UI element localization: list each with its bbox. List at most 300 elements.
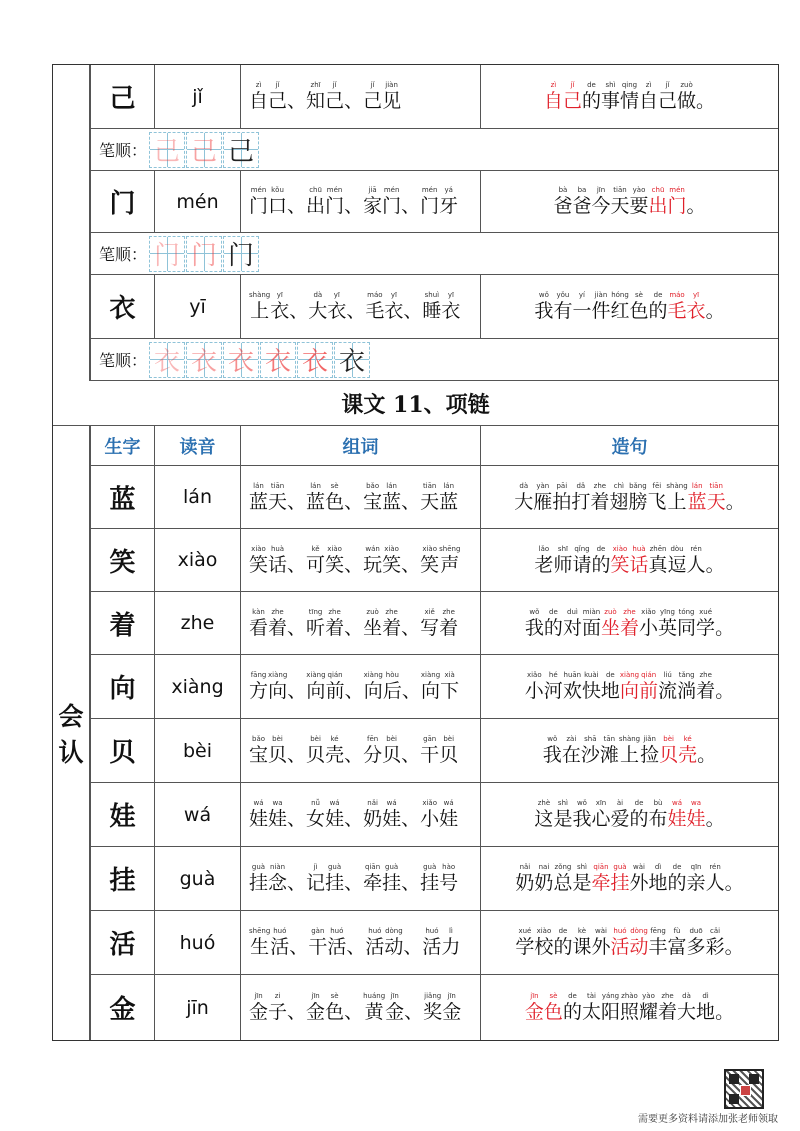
- pinyin-annotation: zhī: [310, 81, 321, 89]
- hanzi: 活: [270, 936, 290, 958]
- separator: [403, 927, 422, 958]
- pinyin-annotation: qiān: [365, 863, 381, 871]
- hanzi: 蓝: [249, 490, 269, 513]
- hanzi: 、: [401, 490, 421, 513]
- words-cell: [240, 65, 480, 128]
- pinyin-annotation: sè: [549, 992, 558, 1000]
- hanzi: 牵: [591, 872, 611, 894]
- ruby-char: [308, 291, 327, 322]
- hanzi: 小: [420, 808, 440, 830]
- hanzi: 蓝: [439, 490, 459, 513]
- pinyin-annotation: wǒ: [529, 607, 540, 616]
- ruby-char: [325, 186, 344, 217]
- header-char: 生字: [90, 426, 154, 465]
- ruby-char: [572, 863, 591, 894]
- table-row: [53, 783, 778, 847]
- pinyin-annotation: yào: [632, 186, 646, 194]
- pinyin-annotation: hóng: [611, 291, 629, 299]
- hanzi: 丰: [648, 936, 668, 958]
- stroke-box: [186, 236, 222, 272]
- pinyin-annotation: shàng: [618, 735, 641, 743]
- ruby-char: [382, 81, 401, 112]
- hanzi: 地: [696, 1001, 716, 1023]
- ruby-char: [325, 799, 344, 830]
- pinyin-annotation: xiàng: [268, 671, 288, 679]
- pinyin-annotation: xiào: [251, 544, 266, 553]
- hanzi: 、: [344, 680, 364, 702]
- hanzi: 、: [287, 553, 307, 576]
- hanzi: 娃: [268, 808, 288, 830]
- hanzi: 牙: [439, 195, 459, 217]
- pinyin-annotation: kàn: [252, 607, 265, 616]
- ruby-char: [715, 671, 734, 702]
- header-pinyin: 读音: [154, 426, 240, 465]
- word-list: [249, 863, 458, 894]
- ruby-char: [365, 291, 384, 322]
- ruby-char: [658, 608, 677, 639]
- pinyin-annotation: yī: [276, 291, 283, 299]
- char-cell: 娃: [90, 783, 154, 846]
- ruby-char: [601, 671, 620, 702]
- pinyin-annotation: kǒu: [271, 186, 284, 194]
- hanzi: 话: [629, 553, 649, 576]
- stroke-box: [223, 132, 259, 168]
- pinyin-annotation: huó: [613, 927, 627, 935]
- ruby-char: [325, 545, 344, 576]
- char-cell: 衣: [90, 275, 154, 338]
- ruby-char: [687, 291, 706, 322]
- side-label-vertical: [53, 426, 90, 1040]
- ruby-char: [677, 671, 696, 702]
- ruby-char: [715, 992, 734, 1023]
- ruby-char: [249, 81, 268, 112]
- pinyin-annotation: shī: [557, 544, 568, 553]
- hanzi: 向: [363, 680, 383, 702]
- word-list: [249, 291, 460, 322]
- pinyin-annotation: de: [549, 607, 558, 616]
- ruby-char: [534, 863, 553, 894]
- hanzi: 爸: [553, 195, 573, 217]
- char-cell: 蓝: [90, 466, 154, 528]
- hanzi: 总: [553, 872, 573, 894]
- example-sentence: [553, 186, 705, 217]
- pinyin-annotation: mén: [250, 186, 267, 194]
- hanzi: 己: [325, 90, 345, 112]
- ruby-char: [553, 291, 572, 322]
- pinyin-annotation: zài: [566, 735, 577, 743]
- pinyin-annotation: lì: [448, 927, 453, 935]
- ruby-char: [706, 545, 725, 576]
- pinyin-annotation: zuò: [680, 81, 693, 89]
- pinyin-annotation: wá: [443, 799, 454, 807]
- ruby-char: [601, 81, 620, 112]
- pinyin-annotation: de: [596, 544, 606, 553]
- pinyin-annotation: qǐng: [574, 544, 590, 553]
- ruby-char: [439, 186, 458, 217]
- ruby-char: [687, 863, 706, 894]
- pinyin-cell: huó: [154, 911, 240, 974]
- ruby-char: [696, 671, 715, 702]
- pinyin-annotation: rén: [690, 544, 702, 553]
- hanzi: 前: [639, 680, 659, 702]
- separator: [344, 863, 363, 894]
- separator: [401, 735, 420, 766]
- separator: [344, 608, 363, 639]
- hanzi: 、: [287, 744, 307, 766]
- hanzi: 耀: [639, 1001, 659, 1023]
- example-sentence: [525, 608, 734, 639]
- pinyin-annotation: yí: [578, 291, 585, 299]
- hanzi: 我: [534, 300, 554, 322]
- stroke-label: 笔顺：: [99, 141, 148, 160]
- hanzi: 娃: [439, 808, 459, 830]
- ruby-char: [639, 81, 658, 112]
- ruby-char: [249, 608, 268, 639]
- hanzi: 的: [629, 808, 649, 830]
- hanzi: 己: [363, 90, 383, 112]
- pinyin-annotation: xiàng: [363, 671, 383, 679]
- pinyin-annotation: yī: [390, 291, 397, 299]
- hanzi: 、: [401, 616, 421, 639]
- pinyin-annotation: hòu: [385, 671, 399, 679]
- hanzi: 门: [325, 195, 345, 217]
- ruby-char: [591, 863, 610, 894]
- qr-logo-icon: [740, 1085, 751, 1096]
- ruby-char: [439, 545, 460, 576]
- hanzi: 、: [287, 490, 307, 513]
- pinyin-annotation: guà: [385, 863, 399, 871]
- stroke-box: [223, 236, 259, 272]
- stroke-step: 衣: [265, 347, 292, 377]
- ruby-char: [327, 291, 346, 322]
- hanzi: 出: [306, 195, 326, 217]
- pinyin-annotation: wǒ: [547, 735, 558, 743]
- ruby-char: [563, 81, 582, 112]
- hanzi: 拍: [552, 490, 572, 513]
- hanzi: 金: [385, 1001, 405, 1023]
- ruby-char: [668, 863, 687, 894]
- hanzi: 、: [287, 195, 307, 217]
- sentence-cell: [480, 975, 778, 1040]
- hanzi: 阳: [600, 1001, 620, 1023]
- hanzi: 动: [629, 936, 649, 958]
- pinyin-annotation: nǎi: [367, 799, 378, 807]
- ruby-char: [325, 992, 344, 1023]
- hanzi: 娃: [686, 808, 706, 830]
- hanzi: 门: [382, 195, 402, 217]
- hanzi: 坐: [363, 616, 383, 639]
- hanzi: 我: [572, 808, 592, 830]
- separator: [344, 545, 363, 576]
- hanzi: 活: [610, 936, 630, 958]
- ruby-char: [572, 291, 591, 322]
- pinyin-annotation: zì: [645, 81, 652, 89]
- ruby-char: [572, 186, 591, 217]
- pinyin-annotation: huà: [632, 544, 646, 553]
- hanzi: 心: [591, 808, 611, 830]
- hanzi: 着: [658, 1001, 678, 1023]
- stroke-box: [149, 342, 185, 378]
- pinyin-annotation: nǎi: [519, 863, 531, 871]
- pinyin-annotation: qiān: [593, 863, 609, 871]
- ruby-char: [610, 545, 629, 576]
- ruby-char: [725, 927, 744, 958]
- hanzi: 挂: [420, 872, 440, 894]
- word-list: [249, 482, 458, 513]
- table-row: [53, 847, 778, 911]
- hanzi: 是: [572, 872, 592, 894]
- ruby-char: [601, 608, 620, 639]
- hanzi: 滩: [599, 744, 619, 766]
- ruby-char: [706, 927, 725, 958]
- pinyin-annotation: jīn: [447, 992, 456, 1000]
- ruby-char: [639, 608, 658, 639]
- hanzi: 睡: [422, 300, 442, 322]
- separator: [403, 291, 422, 322]
- pinyin-annotation: shēng: [249, 927, 271, 935]
- header-sentence: 造句: [480, 426, 778, 465]
- hanzi: 娃: [325, 808, 345, 830]
- hanzi: 、: [403, 936, 423, 958]
- pinyin-annotation: tiān: [270, 481, 285, 490]
- pinyin-annotation: xiàng: [619, 671, 640, 679]
- hanzi: 、: [289, 300, 309, 322]
- ruby-char: [439, 482, 458, 513]
- pinyin-annotation: guà: [613, 863, 627, 871]
- pinyin-annotation: tiān: [709, 481, 723, 490]
- pinyin-annotation: dòng: [630, 927, 648, 935]
- pinyin-cell: bèi: [154, 719, 240, 782]
- word-list: [249, 992, 461, 1023]
- pinyin-annotation: xiào: [612, 544, 628, 553]
- ruby-char: [363, 735, 382, 766]
- separator: [344, 799, 363, 830]
- ruby-char: [249, 291, 270, 322]
- ruby-char: [649, 291, 668, 322]
- pinyin-annotation: yī: [693, 291, 700, 299]
- pinyin-annotation: chū: [309, 186, 322, 194]
- table-row: [53, 171, 778, 233]
- pinyin-annotation: nai: [538, 863, 550, 871]
- hanzi: 人: [705, 872, 725, 894]
- hanzi: 翅: [609, 490, 629, 513]
- stroke-box: [186, 132, 222, 168]
- pinyin-annotation: xiào: [384, 544, 399, 553]
- hanzi: 、: [344, 195, 364, 217]
- pinyin-annotation: bǎo: [252, 735, 266, 743]
- pinyin-annotation: dòu: [670, 544, 684, 553]
- words-cell: [240, 529, 480, 591]
- pinyin-annotation: sè: [330, 992, 339, 1000]
- pinyin-annotation: fāng: [250, 671, 267, 679]
- sentence-cell: [480, 171, 778, 232]
- hanzi: 分: [363, 744, 383, 766]
- ruby-char: [563, 992, 582, 1023]
- ruby-char: [363, 992, 385, 1023]
- pinyin-annotation: wá: [329, 799, 340, 807]
- separator: [287, 863, 306, 894]
- ruby-char: [420, 545, 439, 576]
- ruby-char: [666, 482, 687, 513]
- pinyin-annotation: ài: [616, 799, 624, 807]
- hanzi: 上: [667, 490, 687, 513]
- pinyin-annotation: mén: [669, 186, 685, 194]
- words-cell: [240, 719, 480, 782]
- ruby-char: [687, 545, 706, 576]
- pinyin-cell: yī: [154, 275, 240, 338]
- pinyin-annotation: miàn: [582, 607, 601, 616]
- pinyin-cell: jīn: [154, 975, 240, 1040]
- hanzi: 干: [420, 744, 440, 766]
- pinyin-annotation: yá: [444, 186, 453, 194]
- separator: [344, 735, 363, 766]
- hanzi: 捡: [640, 744, 660, 766]
- hanzi: 有: [553, 300, 573, 322]
- ruby-char: [249, 482, 268, 513]
- ruby-char: [420, 735, 439, 766]
- ruby-char: [268, 992, 287, 1023]
- ruby-char: [308, 927, 327, 958]
- char-cell: 活: [90, 911, 154, 974]
- hanzi: 挂: [325, 872, 345, 894]
- ruby-char: [687, 799, 706, 830]
- ruby-char: [677, 81, 696, 112]
- char-cell: 金: [90, 975, 154, 1040]
- ruby-char: [609, 482, 628, 513]
- ruby-char: [306, 482, 325, 513]
- hanzi: 毛: [667, 300, 687, 322]
- hanzi: 、: [401, 195, 421, 217]
- ruby-char: [668, 927, 687, 958]
- hanzi: 念: [268, 872, 288, 894]
- hanzi: 大: [514, 490, 534, 513]
- pinyin-annotation: yī: [447, 291, 454, 299]
- ruby-char: [420, 799, 439, 830]
- ruby-char: [423, 992, 442, 1023]
- ruby-char: [382, 186, 401, 217]
- ruby-char: [515, 863, 534, 894]
- separator: [401, 545, 420, 576]
- pinyin-annotation: xiào: [327, 544, 342, 553]
- hanzi: 壳: [678, 744, 698, 766]
- hanzi: 、: [346, 936, 366, 958]
- hanzi: 逗: [667, 553, 687, 576]
- table-row: [53, 129, 778, 171]
- pinyin-annotation: shā: [584, 735, 597, 743]
- pinyin-annotation: bèi: [386, 735, 397, 743]
- ruby-char: [363, 863, 382, 894]
- pinyin-cell: xiàng: [154, 655, 240, 718]
- hanzi: 。: [686, 195, 706, 217]
- pinyin-annotation: sè: [635, 291, 643, 299]
- ruby-char: [639, 992, 658, 1023]
- hanzi: 人: [686, 553, 706, 576]
- hanzi: 、: [344, 872, 364, 894]
- ruby-char: [249, 799, 268, 830]
- pinyin-annotation: shàng: [666, 481, 688, 490]
- hanzi: 、: [401, 744, 421, 766]
- sentence-cell: [480, 783, 778, 846]
- ruby-char: [688, 482, 707, 513]
- pinyin-annotation: jīn: [530, 992, 539, 1000]
- ruby-char: [647, 482, 666, 513]
- pinyin-annotation: qián: [327, 671, 343, 679]
- ruby-char: [706, 863, 725, 894]
- hanzi: 、: [344, 808, 364, 830]
- separator: [402, 671, 421, 702]
- pinyin-annotation: dì: [654, 863, 662, 871]
- pinyin-annotation: zhe: [385, 607, 398, 616]
- pinyin-annotation: huó: [368, 927, 382, 935]
- ruby-char: [696, 608, 715, 639]
- pinyin-annotation: zuò: [366, 607, 379, 616]
- pinyin-annotation: lán: [443, 481, 454, 490]
- pinyin-annotation: yáng: [601, 992, 620, 1000]
- ruby-char: [610, 186, 629, 217]
- hanzi: 、: [344, 616, 364, 639]
- ruby-char: [572, 545, 591, 576]
- pinyin-annotation: pāi: [556, 481, 568, 490]
- hanzi: 上: [250, 300, 270, 322]
- ruby-char: [306, 81, 325, 112]
- hanzi: 、: [289, 936, 309, 958]
- separator: [287, 992, 306, 1023]
- ruby-char: [534, 291, 553, 322]
- pinyin-annotation: dǎ: [576, 481, 586, 490]
- hanzi: 是: [553, 808, 573, 830]
- pinyin-annotation: ba: [577, 186, 587, 194]
- pinyin-annotation: dà: [519, 481, 529, 490]
- hanzi: 的: [591, 553, 611, 576]
- pinyin-annotation: jì: [313, 863, 318, 871]
- header-words: 组词: [240, 426, 480, 465]
- pinyin-annotation: jǐ: [570, 81, 575, 89]
- ruby-char: [591, 186, 610, 217]
- ruby-char: [715, 608, 734, 639]
- pinyin-cell: lán: [154, 466, 240, 528]
- ruby-char: [649, 186, 668, 217]
- ruby-char: [268, 671, 287, 702]
- hanzi: 、: [346, 300, 366, 322]
- stroke-step: 门: [228, 241, 255, 271]
- ruby-char: [591, 291, 610, 322]
- hanzi: 宝: [249, 744, 269, 766]
- ruby-char: [441, 927, 460, 958]
- ruby-char: [658, 671, 677, 702]
- ruby-char: [382, 799, 401, 830]
- table-row: [53, 426, 778, 466]
- hanzi: 、: [287, 1001, 307, 1023]
- ruby-char: [620, 81, 639, 112]
- ruby-char: [420, 608, 439, 639]
- hanzi: 方: [249, 680, 269, 702]
- example-sentence: [534, 545, 724, 576]
- hanzi: 自: [639, 90, 659, 112]
- hanzi: 挂: [382, 872, 402, 894]
- hanzi: 动: [384, 936, 404, 958]
- separator: [401, 608, 420, 639]
- ruby-char: [630, 545, 649, 576]
- stroke-box: [186, 342, 222, 378]
- ruby-char: [630, 799, 649, 830]
- char-cell: 笑: [90, 529, 154, 591]
- hanzi: 的: [543, 616, 563, 639]
- pinyin-annotation: zhe: [271, 607, 284, 616]
- example-sentence: [543, 735, 716, 766]
- hanzi: 门: [249, 195, 269, 217]
- pinyin-annotation: gān: [423, 735, 437, 743]
- hanzi: 己: [658, 90, 678, 112]
